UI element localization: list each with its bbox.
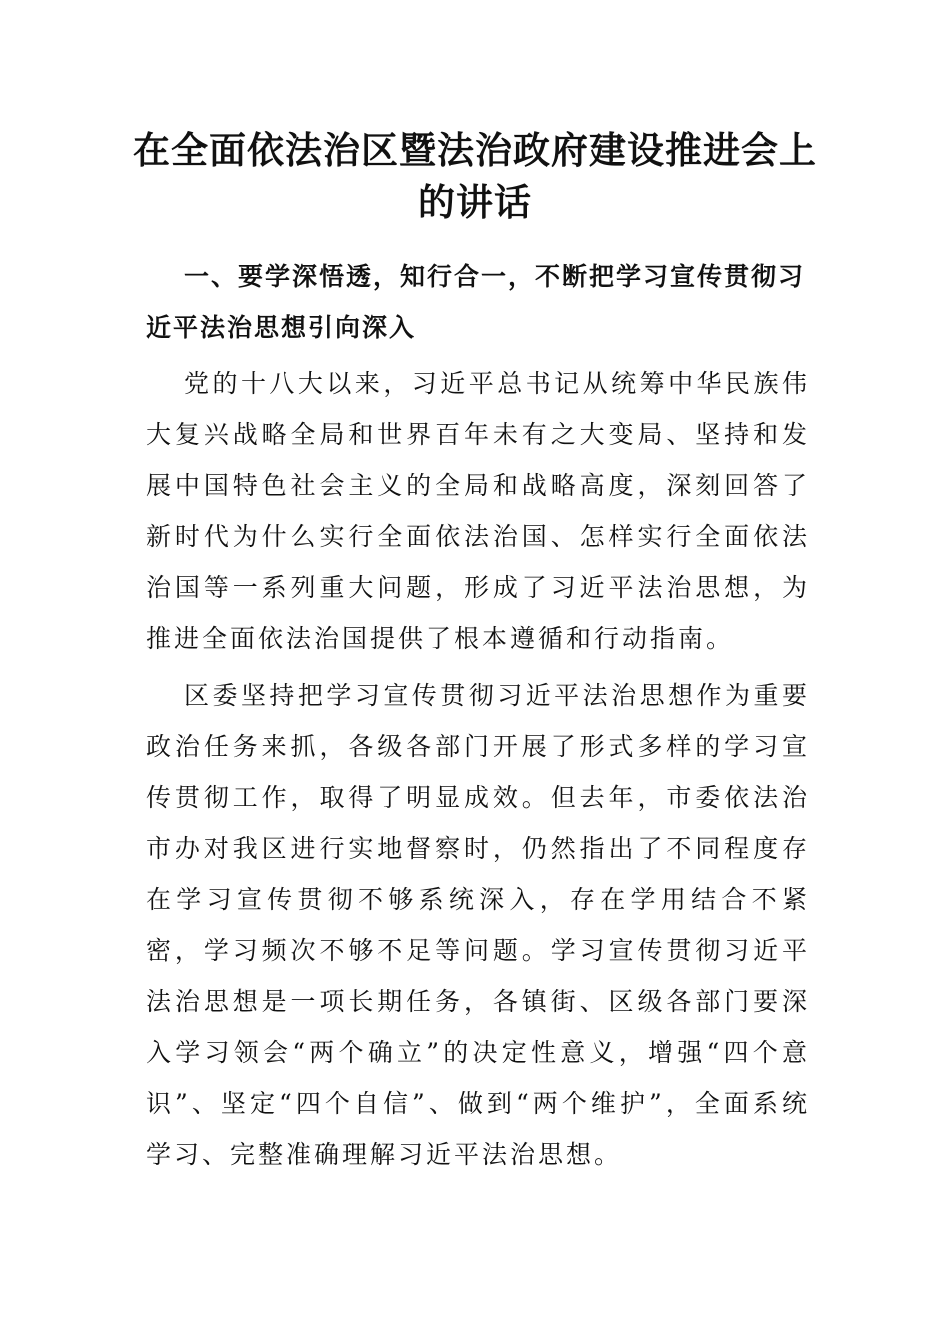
document-title: 在全面依法治区暨法治政府建设推进会上的讲话 bbox=[133, 128, 817, 224]
body-paragraph-2: 区委坚持把学习宣传贯彻习近平法治思想作为重要政治任务来抓，各级各部门开展了形式多样的学习宣传贯彻工作，取得了明显成效。但去年，市委依法治市办对我区进行实地督察时，仍然指出了不同程度存在学习宣传贯彻不够系统深入，存在学用结合不紧密，学习频次不够不足等问题。学习宣传贯彻习近平法治思想是一项长期任务，各镇街、区级各部门要深入学习领会“两个确立”的决定性意义，增强“四个意识”、坚定“四个自信”、做到“两个维护”，全面系统学习、完整准确理解习近平法治思想。 bbox=[146, 681, 810, 1169]
body-paragraph-1: 党的十八大以来，习近平总书记从统筹中华民族伟大复兴战略全局和世界百年未有之大变局、坚持和发展中国特色社会主义的全局和战略高度，深刻回答了新时代为什么实行全面依法治国、怎样实行全面依法治国等一系列重大问题，形成了习近平法治思想，为推进全面依法治国提供了根本遵循和行动指南。 bbox=[146, 369, 810, 653]
section-heading: 一、要学深悟透，知行合一，不断把学习宣传贯彻习近平法治思想引向深入 bbox=[146, 262, 806, 342]
